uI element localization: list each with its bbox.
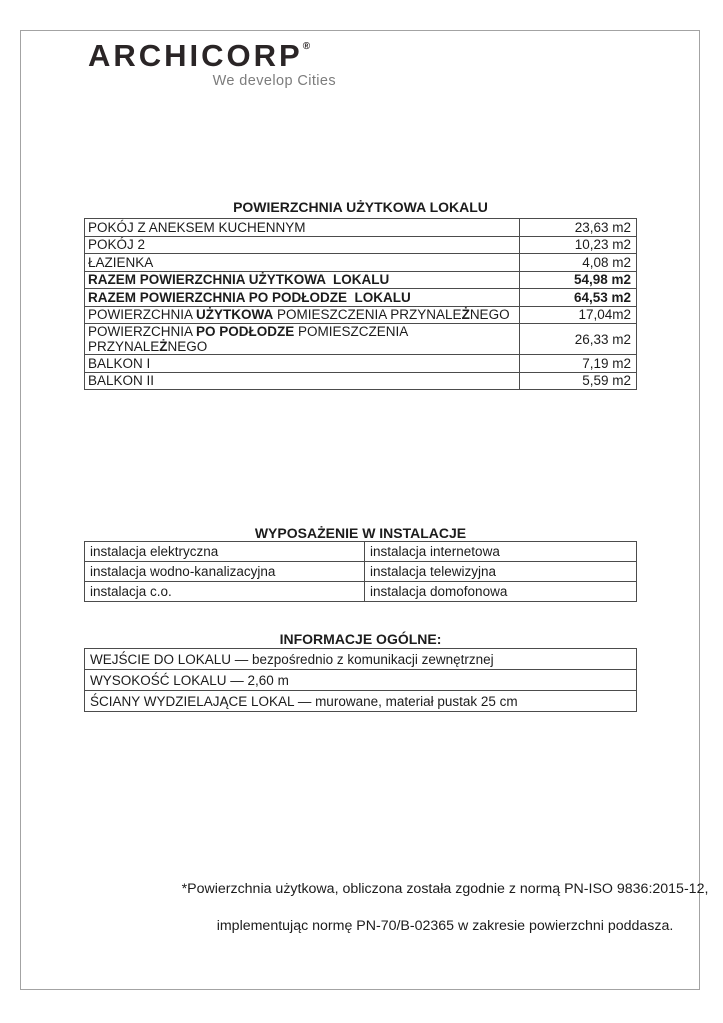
label-segment: POWIERZCHNIA — [88, 307, 197, 323]
area-value: 4,08 m2 — [520, 254, 637, 272]
table-row — [85, 306, 637, 324]
installation-item: instalacja elektryczna — [85, 542, 365, 562]
general-info-table-title: INFORMACJE OGÓLNE: — [279, 631, 442, 647]
label-segment: ŁAZIENKA — [88, 254, 154, 270]
logo-brand-text — [88, 40, 336, 71]
area-value: 5,59 m2 — [520, 372, 637, 390]
footnote-line-2: implementując normę PN-70/B-02365 w zakresie powierzchni poddasza. — [216, 918, 674, 934]
info-item: WEJŚCIE DO LOKALU — bezpośrednio z komunikacji zewnętrznej — [85, 649, 637, 670]
label-segment-bold: PO PODŁODZE — [196, 324, 295, 339]
table-row — [85, 355, 637, 373]
installations-table — [84, 541, 637, 602]
label-segment-bold: Ż — [159, 339, 168, 354]
label-segment: POKÓJ 2 — [88, 237, 146, 253]
trademark-symbol: ® — [302, 41, 311, 52]
footnote-line-1: *Powierzchnia użytkowa, obliczona została zgodnie z normą PN-ISO 9836:2015-12, — [181, 881, 709, 897]
company-logo — [88, 40, 336, 89]
table-row — [85, 219, 637, 237]
label-segment-bold: Ż — [461, 307, 470, 323]
general-info-table — [84, 648, 637, 712]
room-label — [85, 219, 520, 237]
table-row — [85, 372, 637, 390]
table-row — [85, 236, 637, 254]
room-label — [85, 355, 520, 373]
table-row — [85, 562, 637, 582]
table-row — [85, 254, 637, 272]
area-value: 17,04m2 — [520, 306, 637, 324]
area-table — [84, 218, 637, 390]
label-segment: BALKON II — [88, 373, 155, 389]
room-label — [85, 236, 520, 254]
footnote — [180, 881, 710, 934]
area-table-body — [85, 219, 637, 390]
area-value: 26,33 m2 — [520, 324, 637, 355]
installation-item: instalacja telewizyjna — [365, 562, 637, 582]
logo-tagline: We develop Cities — [212, 73, 336, 89]
room-label — [85, 324, 520, 355]
installation-item: instalacja c.o. — [85, 582, 365, 602]
room-label — [85, 306, 520, 324]
area-value: 7,19 m2 — [520, 355, 637, 373]
room-label — [85, 289, 520, 307]
table-row — [85, 582, 637, 602]
label-segment: NEGO — [469, 307, 510, 323]
table-row — [85, 271, 637, 289]
area-table-title: POWIERZCHNIA UŻYTKOWA LOKALU — [233, 199, 488, 215]
area-value: 10,23 m2 — [520, 236, 637, 254]
room-label — [85, 372, 520, 390]
installations-table-title: WYPOSAŻENIE W INSTALACJE — [254, 525, 467, 541]
label-segment: NEGO — [167, 339, 208, 354]
area-value: 23,63 m2 — [520, 219, 637, 237]
room-label — [85, 254, 520, 272]
table-row — [85, 670, 637, 691]
info-item: ŚCIANY WYDZIELAJĄCE LOKAL — murowane, materiał pustak 25 cm — [85, 691, 637, 712]
area-value: 54,98 m2 — [520, 271, 637, 289]
label-segment: BALKON I — [88, 355, 151, 371]
installation-item: instalacja internetowa — [365, 542, 637, 562]
installation-item: instalacja domofonowa — [365, 582, 637, 602]
logo-brand-name: ARCHICORP — [88, 38, 303, 73]
label-segment: POMIESZCZENIA PRZYNALE — [88, 324, 412, 354]
label-segment-bold: UŻYTKOWA — [196, 307, 274, 323]
label-segment-bold: RAZEM POWIERZCHNIA UŻYTKOWA LOKALU — [88, 272, 390, 288]
installations-table-body — [85, 542, 637, 602]
room-label — [85, 271, 520, 289]
label-segment: POMIESZCZENIA PRZYNALE — [273, 307, 462, 323]
label-segment-bold: RAZEM POWIERZCHNIA PO PODŁODZE LOKALU — [88, 289, 411, 305]
general-info-table-body — [85, 649, 637, 712]
label-segment: POKÓJ Z ANEKSEM KUCHENNYM — [88, 219, 306, 235]
installation-item: instalacja wodno-kanalizacyjna — [85, 562, 365, 582]
table-row — [85, 324, 637, 355]
table-row — [85, 542, 637, 562]
table-row — [85, 649, 637, 670]
table-row — [85, 289, 637, 307]
area-value: 64,53 m2 — [520, 289, 637, 307]
page-border — [20, 30, 700, 990]
label-segment: POWIERZCHNIA — [88, 324, 197, 339]
info-item: WYSOKOŚĆ LOKALU — 2,60 m — [85, 670, 637, 691]
table-row — [85, 691, 637, 712]
